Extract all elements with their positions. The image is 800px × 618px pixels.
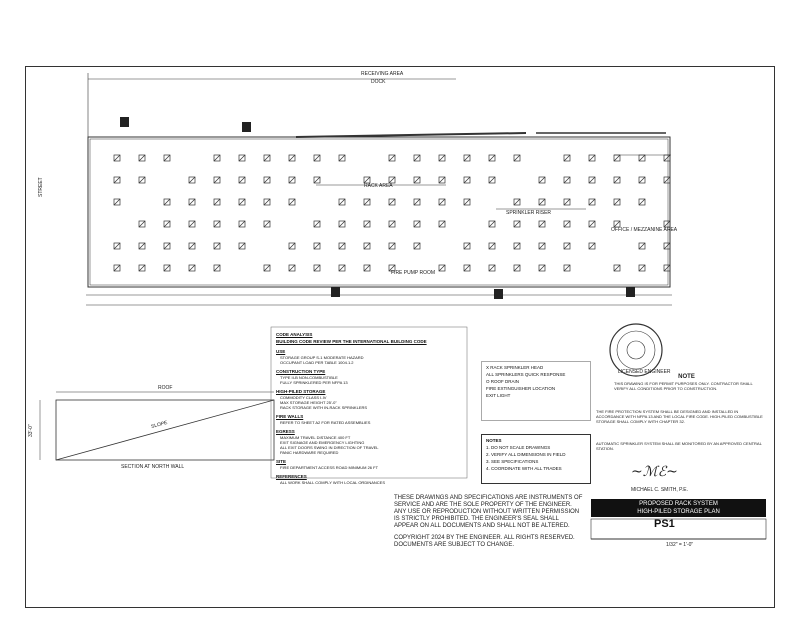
code-section-line: ALL WORK SHALL COMPLY WITH LOCAL ORDINANCES (280, 480, 385, 485)
rack-symbol-mark (289, 265, 295, 271)
rack-symbol-mark (214, 221, 220, 227)
elevation-bottom-label: SECTION AT NORTH WALL (121, 464, 185, 470)
legend-line: X RACK SPRINKLER HEAD (486, 365, 544, 370)
rack-symbol-mark (339, 243, 345, 249)
rack-symbol-mark (289, 177, 295, 183)
rack-symbol-mark (539, 243, 545, 249)
code-sections (276, 348, 464, 485)
rack-symbol-mark (564, 199, 570, 205)
rack-symbol-mark (214, 243, 220, 249)
rack-symbol-mark (639, 265, 645, 271)
rack-symbol-mark (614, 265, 620, 271)
code-section-line: STORAGE GROUP S-1 MODERATE HAZARD (280, 355, 364, 360)
rack-symbol-mark (164, 221, 170, 227)
rack-symbol-mark (464, 199, 470, 205)
scale-label: 1/32" = 1'-0" (666, 542, 694, 548)
rack-symbol-mark (439, 221, 445, 227)
rack-symbol-mark (539, 221, 545, 227)
rack-symbol-mark (214, 265, 220, 271)
code-section-line: ALL EXIT DOORS SWING IN DIRECTION OF TRAVEL (280, 445, 379, 450)
rack-symbol-mark (264, 221, 270, 227)
signature-mark: ~ℳℰ~ (631, 464, 678, 480)
rack-symbol-mark (464, 243, 470, 249)
rack-symbol-mark (264, 199, 270, 205)
title-line-1: PROPOSED RACK SYSTEM (591, 500, 766, 508)
rack-symbol-mark (589, 155, 595, 161)
notes-line: 1. DO NOT SCALE DRAWINGS (486, 445, 551, 450)
rack-symbol-mark (364, 265, 370, 271)
elevation-slope-label: SLOPE (150, 419, 169, 431)
code-section-line: TYPE II-B NON-COMBUSTIBLE (280, 375, 338, 380)
code-section-title: FIRE WALLS (276, 414, 304, 419)
rack-symbol-mark (514, 199, 520, 205)
rack-symbol-mark (464, 155, 470, 161)
code-section-title: CONSTRUCTION TYPE (276, 369, 326, 374)
rack-symbol-mark (189, 265, 195, 271)
code-section-line: COMMODITY CLASS I-IV (280, 395, 327, 400)
rack-symbol-mark (389, 243, 395, 249)
rack-symbol-mark (589, 177, 595, 183)
legend-line: FIRE EXTINGUISHER LOCATION (486, 386, 556, 391)
rack-symbol-mark (389, 155, 395, 161)
rack-symbol-mark (489, 221, 495, 227)
rack-symbol-mark (364, 199, 370, 205)
rack-symbol-mark (114, 265, 120, 271)
legend-line: O ROOF DRAIN (486, 379, 520, 384)
rack-symbol-mark (214, 155, 220, 161)
rack-symbol-mark (489, 243, 495, 249)
elevation-height-label: 33'-0" (28, 424, 34, 437)
rack-symbol-mark (239, 199, 245, 205)
rack-symbol-mark (589, 243, 595, 249)
rack-symbol-mark (589, 221, 595, 227)
notes-line: 3. SEE SPECIFICATIONS (486, 459, 539, 464)
plan-top-label-2: DOCK (371, 79, 386, 85)
rack-symbol-mark (339, 199, 345, 205)
rack-symbol-mark (189, 199, 195, 205)
code-section-title: HIGH-PILED STORAGE (276, 389, 326, 394)
code-section-line: EXIT SIGNAGE AND EMERGENCY LIGHTING (280, 440, 365, 445)
rack-symbol-mark (489, 155, 495, 161)
rack-symbol-mark (439, 177, 445, 183)
rack-symbol-mark (439, 155, 445, 161)
rack-symbol-mark (364, 221, 370, 227)
rack-symbol-mark (389, 199, 395, 205)
code-analysis (276, 331, 464, 485)
rack-symbol-mark (289, 155, 295, 161)
rack-symbol-mark (264, 265, 270, 271)
rack-symbol-mark (139, 177, 145, 183)
callout-office: OFFICE / MEZZANINE AREA (611, 227, 678, 233)
code-section-line: FULLY SPRINKLERED PER NFPA 13 (280, 380, 348, 385)
seal-caption: LICENSED ENGINEER (618, 369, 671, 375)
rack-symbol-mark (464, 177, 470, 183)
rack-symbol-mark (414, 221, 420, 227)
rack-symbol-mark (514, 265, 520, 271)
rack-symbol-mark (114, 199, 120, 205)
rack-symbol-mark (289, 199, 295, 205)
code-subheader: BUILDING CODE REVIEW PER THE INTERNATIONAL BUILDING CODE (276, 339, 427, 344)
right-paragraph-2: AUTOMATIC SPRINKLER SYSTEM SHALL BE MONITORED BY AN APPROVED CENTRAL STATION. (596, 441, 762, 451)
canopy-wall (296, 133, 526, 137)
rack-symbol-mark (139, 221, 145, 227)
elevation-top-label: ROOF (158, 385, 173, 391)
rack-symbol-mark (489, 265, 495, 271)
rack-symbol-mark (639, 243, 645, 249)
rack-symbol-mark (189, 221, 195, 227)
legend-line: ALL SPRINKLERS QUICK RESPONSE (486, 372, 566, 377)
rack-symbol-mark (464, 265, 470, 271)
rack-symbol-mark (164, 265, 170, 271)
rack-symbol-mark (614, 177, 620, 183)
notes-box (481, 434, 591, 484)
street-label: STREET (38, 177, 44, 197)
dock-marker (494, 289, 503, 299)
rack-symbol-mark (489, 177, 495, 183)
title-block-frame (591, 519, 766, 539)
rack-symbol-mark (614, 155, 620, 161)
code-header: CODE ANALYSIS (276, 332, 313, 337)
rack-symbol-mark (189, 243, 195, 249)
rack-symbol-mark (539, 199, 545, 205)
rack-symbol-mark (364, 243, 370, 249)
rack-symbol-mark (314, 221, 320, 227)
dock-marker (331, 287, 340, 297)
right-paragraph-1: THE FIRE PROTECTION SYSTEM SHALL BE DESIGNED AND INSTALLED IN ACCORDANCE WITH NFPA 13 AND THE LOCAL FIRE CODE. HIGH-PILED COMBUSTIBLE STORAGE SHALL COMPLY WITH CHAPTER 32. (596, 409, 763, 424)
rack-symbol-mark (514, 243, 520, 249)
rack-symbol-mark (114, 155, 120, 161)
building-inner-outline (90, 139, 668, 285)
rack-symbol-mark (114, 243, 120, 249)
rack-symbol-mark (189, 177, 195, 183)
rack-symbol-mark (614, 199, 620, 205)
rack-symbol-mark (564, 155, 570, 161)
rack-symbol-mark (639, 155, 645, 161)
rack-symbol-mark (539, 265, 545, 271)
dock-marker (120, 117, 129, 127)
rack-symbol-mark (439, 265, 445, 271)
rack-symbol-mark (414, 155, 420, 161)
rack-symbol-mark (589, 199, 595, 205)
callout-fire-pump: FIRE PUMP ROOM (391, 270, 436, 276)
rack-symbol-mark (564, 221, 570, 227)
rack-symbol-mark (564, 265, 570, 271)
rack-symbol-mark (389, 221, 395, 227)
rack-symbol-mark (314, 155, 320, 161)
rack-symbol-mark (264, 177, 270, 183)
notes-line: 2. VERIFY ALL DIMENSIONS IN FIELD (486, 452, 566, 457)
code-section-line: MAX STORAGE HEIGHT 25'-0" (280, 400, 337, 405)
rack-symbol-mark (514, 221, 520, 227)
rack-symbol-mark (239, 155, 245, 161)
notes-line: 4. COORDINATE WITH ALL TRADES (486, 466, 562, 471)
legend-line: EXIT LIGHT (486, 393, 511, 398)
code-section-title: USE (276, 349, 286, 354)
rack-symbol-mark (164, 199, 170, 205)
rack-symbol-mark (639, 199, 645, 205)
rack-symbol-mark (139, 243, 145, 249)
rack-symbol-mark (414, 243, 420, 249)
rack-symbol-mark (564, 177, 570, 183)
rack-symbol-mark (414, 199, 420, 205)
code-section-title: EGRESS (276, 429, 295, 434)
code-section-title: SITE (276, 459, 287, 464)
rack-symbol-mark (164, 243, 170, 249)
rack-symbol-mark (239, 243, 245, 249)
rack-symbol-mark (139, 265, 145, 271)
notes-title: NOTES (486, 438, 502, 443)
rack-symbol-mark (664, 177, 670, 183)
rack-symbol-mark (289, 243, 295, 249)
copyright-paragraph-1: THESE DRAWINGS AND SPECIFICATIONS ARE INSTRUMENTS OF SERVICE AND ARE THE SOLE PROPERTY OF THE ENGINEER. ANY USE OR REPRODUCTION WITHOUT WRITTEN PERMISSION IS STRICTLY PROHIBITED. THE ENGINEER'S SEAL SHALL APPEAR ON ALL DOCUMENTS AND SHALL NOT BE ALTERED. (394, 495, 583, 529)
rack-symbol-mark (539, 177, 545, 183)
callout-sprinkler-riser: SPRINKLER RISER (506, 210, 552, 216)
rack-symbol-mark (139, 155, 145, 161)
code-section-line: PANIC HARDWARE REQUIRED (280, 450, 339, 455)
rack-symbol-mark (639, 177, 645, 183)
rack-symbol-mark (339, 221, 345, 227)
rack-symbol-mark (414, 177, 420, 183)
rack-symbol-mark (314, 265, 320, 271)
drawing-sheet (25, 66, 775, 608)
plan-top-label: RECEIVING AREA (361, 71, 404, 77)
title-line-2: HIGH-PILED STORAGE PLAN (591, 508, 766, 516)
signature-name: MICHAEL C. SMITH, P.E. (631, 487, 688, 493)
code-section-line: REFER TO SHEET A2 FOR RATED ASSEMBLIES (280, 420, 371, 425)
rack-symbol-mark (114, 177, 120, 183)
rack-symbol-mark (664, 243, 670, 249)
right-note-title: NOTE (678, 374, 695, 380)
rack-symbol-mark (339, 155, 345, 161)
rack-symbol-mark (564, 243, 570, 249)
code-section-line: RACK STORAGE WITH IN-RACK SPRINKLERS (280, 405, 368, 410)
sheet-number: PS1 (654, 518, 675, 530)
rack-symbol-mark (214, 177, 220, 183)
code-section-line: OCCUPANT LOAD PER TABLE 1004.1.2 (280, 360, 354, 365)
rack-symbol-mark (439, 199, 445, 205)
rack-symbol-mark (514, 155, 520, 161)
legend-box (481, 361, 591, 421)
code-section-line: FIRE DEPARTMENT ACCESS ROAD MINIMUM 26 FT (280, 465, 379, 470)
dock-marker (242, 122, 251, 132)
dock-marker (626, 287, 635, 297)
code-section-line: MAXIMUM TRAVEL DISTANCE 400 FT (280, 435, 351, 440)
rack-symbol-mark (164, 155, 170, 161)
rack-symbol-mark (264, 155, 270, 161)
rack-symbol-mark (314, 177, 320, 183)
rack-symbol-mark (239, 177, 245, 183)
right-note (614, 374, 759, 391)
code-section-title: REFERENCES (276, 474, 307, 479)
callout-rack-area: RACK AREA (364, 183, 393, 189)
rack-symbol-mark (339, 265, 345, 271)
rack-symbol-mark (239, 221, 245, 227)
rack-symbol-mark (664, 155, 670, 161)
rack-symbol-mark (664, 265, 670, 271)
rack-symbol-mark (214, 199, 220, 205)
rack-symbol-mark (314, 243, 320, 249)
right-note-text: THIS DRAWING IS FOR PERMIT PURPOSES ONLY. CONTRACTOR SHALL VERIFY ALL CONDITIONS PRIOR TO CONSTRUCTION. (614, 381, 753, 391)
copyright-paragraph-2: COPYRIGHT 2024 BY THE ENGINEER. ALL RIGHTS RESERVED. DOCUMENTS ARE SUBJECT TO CHANGE. (394, 535, 575, 548)
building-outline (88, 137, 670, 287)
slope-line (56, 400, 274, 460)
